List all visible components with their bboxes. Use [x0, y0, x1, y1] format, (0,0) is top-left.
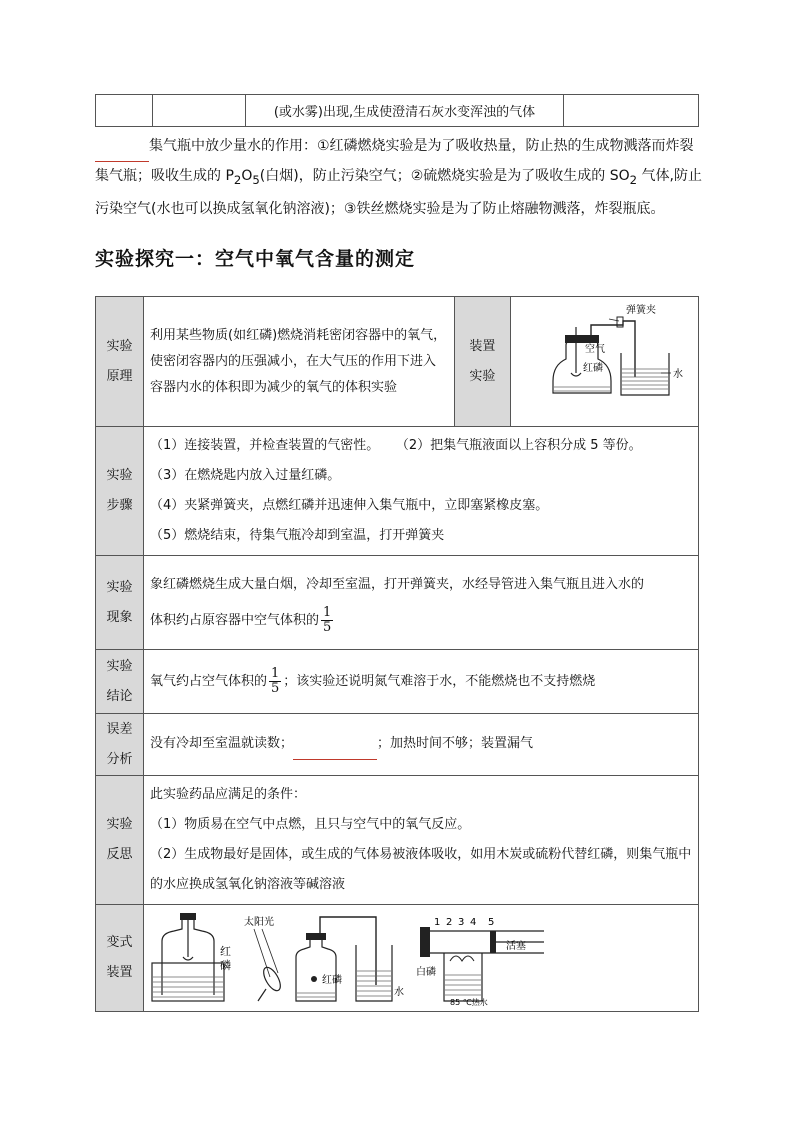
step-5: （5）燃烧结束，待集气瓶冷却到室温，打开弹簧夹 — [150, 528, 445, 543]
error-text-1: 没有冷却至室温就读数； — [150, 736, 294, 751]
label-phenomenon-1: 实验 — [106, 579, 133, 595]
lens-handle — [258, 989, 266, 1001]
stopper — [565, 335, 599, 343]
row-variant — [96, 905, 699, 1012]
label-steps-1: 实验 — [106, 468, 133, 483]
phenomenon-text — [144, 556, 699, 650]
phenomenon-text-2: 体积约占原容器中空气体积的 — [150, 612, 320, 628]
phenomenon-line-1: 象红磷燃烧生成大量白烟，冷却至室温，打开弹簧夹，水经导管进入集气瓶且进入水的 — [150, 576, 645, 592]
label-principle-2: 原理 — [106, 368, 133, 384]
conclusion-text-2: ；该实验还说明氮气难溶于水，不能燃烧也不支持燃烧 — [283, 673, 596, 689]
device-figure-cell — [510, 297, 698, 427]
principle-text: 利用某些物质(如红磷)燃烧消耗密闭容器中的氧气，使密闭容器内的压强减小，在大气压的作用下进入容器内水的体积即为减少的氧气的体积实验 — [144, 297, 455, 427]
label-error-1: 误差 — [106, 721, 133, 737]
variant-figure-1 — [152, 913, 231, 1001]
top-cell-1 — [96, 95, 153, 127]
variant-figures-cell — [144, 905, 699, 1012]
piston-label: 活塞 — [506, 941, 526, 952]
label-device-2: 实验 — [469, 368, 496, 384]
label-phenomenon-2: 现象 — [106, 609, 133, 625]
label-variant-2: 装置 — [106, 965, 133, 980]
note-sub-1: 2 — [233, 172, 242, 187]
reflection-line-1: （1）物质易在空气中点燃，且只与空气中的氧气反应。 — [150, 817, 471, 832]
note-text-1: 集气瓶中放少量水的作用：①红磷燃烧实验是为了吸收热量，防止热的生成物溅落而炸裂集气瓶；吸收生成的 P — [95, 138, 694, 184]
clamp-label: 弹簧夹 — [625, 305, 656, 316]
stopper-2 — [306, 933, 326, 940]
beaker-2 — [356, 945, 392, 1001]
variant-figure-3 — [416, 917, 544, 1007]
scale-4: 4 — [470, 917, 477, 928]
water-role-note — [95, 132, 705, 224]
label-variant — [96, 905, 144, 1012]
variant1-label-a: 红 — [220, 945, 231, 958]
fraction-one-fifth — [269, 667, 281, 696]
phosphorus-dot — [311, 976, 317, 982]
fill-blank[interactable] — [293, 729, 377, 760]
reflection-line-2: （2）生成物最好是固体，或生成的气体易被液体吸收，如用木炭或硫粉代替红磷，则集气瓶中的水应换成氢氧化钠溶液等碱溶液 — [150, 847, 692, 892]
label-error-2: 分析 — [106, 751, 133, 767]
top-cell-2 — [152, 95, 245, 127]
apparatus-diagram — [511, 297, 697, 422]
sunlight-label: 太阳光 — [244, 917, 274, 928]
step-1: （1）连接装置，并检查装置的气密性。 — [150, 438, 380, 453]
beaker2-water — [297, 971, 391, 997]
fraction-numerator: 1 — [271, 665, 280, 681]
variant2-water-label: 水 — [394, 987, 404, 998]
variant2-phosphorus-label: 红磷 — [322, 975, 342, 986]
fill-blank[interactable] — [95, 132, 149, 162]
phenomenon-line-2 — [150, 606, 692, 636]
step-line-1 — [150, 431, 692, 461]
top-cell-4 — [564, 95, 699, 127]
conclusion-text-1: 氧气约占空气体积的 — [150, 673, 268, 689]
label-principle — [96, 297, 144, 427]
steps-text — [144, 427, 699, 556]
note-text-2: O — [241, 168, 253, 184]
jar-stopper — [180, 913, 196, 920]
sun-ray-2 — [262, 929, 278, 973]
hot-water — [445, 975, 481, 995]
scale-3: 3 — [458, 917, 465, 928]
reflection-text — [144, 776, 699, 905]
scale-2: 2 — [446, 917, 453, 928]
flask-2 — [296, 939, 336, 1001]
section-heading: 实验探究一：空气中氧气含量的测定 — [95, 248, 416, 270]
trough-water — [153, 977, 223, 997]
error-text — [144, 714, 699, 776]
note-text-3: (白烟)，防止污染空气；②硫燃烧实验是为了吸收生成的 SO — [259, 168, 630, 184]
label-conclusion-1: 实验 — [106, 658, 133, 674]
step-3: （3）在燃烧匙内放入过量红磷。 — [150, 468, 341, 483]
conclusion-text — [144, 650, 699, 714]
reflection-line-0: 此实验药品应满足的条件： — [150, 787, 307, 802]
row-conclusion — [96, 650, 699, 714]
plunger — [490, 931, 496, 953]
note-text-4: 气体,防止污染空气(水也可以换成氢氧化钠溶液)；③铁丝燃烧实验是为了防止熔融物溅落，炸裂瓶底。 — [95, 168, 702, 217]
row-reflection — [96, 776, 699, 905]
step-4: （4）夹紧弹簧夹，点燃红磷并迅速伸入集气瓶中，立即塞紧橡皮塞。 — [150, 498, 549, 513]
label-conclusion-2: 结论 — [106, 688, 133, 704]
air-label: 空气 — [584, 344, 605, 355]
label-variant-1: 变式 — [106, 935, 133, 950]
fraction-denominator: 5 — [271, 680, 280, 696]
row-error — [96, 714, 699, 776]
label-device — [455, 297, 510, 427]
variant1-label-b: 磷 — [220, 959, 231, 972]
label-device-1: 装置 — [469, 338, 496, 354]
experiment-table — [95, 296, 699, 1012]
row-phenomenon — [96, 556, 699, 650]
fraction-denominator: 5 — [323, 619, 332, 635]
jar-spoon — [183, 957, 193, 960]
label-steps-2: 步骤 — [106, 498, 133, 513]
label-phenomenon — [96, 556, 144, 650]
error-text-2: ；加热时间不够；装置漏气 — [377, 736, 534, 751]
top-cell-text: (或水雾)出现,生成使澄清石灰水变浑浊的气体 — [245, 95, 563, 127]
label-principle-1: 实验 — [106, 338, 133, 354]
label-reflection-2: 反思 — [106, 847, 133, 862]
label-reflection — [96, 776, 144, 905]
label-conclusion — [96, 650, 144, 714]
row-steps — [96, 427, 699, 556]
label-error — [96, 714, 144, 776]
syringe-end — [420, 927, 430, 957]
scale-1: 1 — [434, 917, 441, 928]
note-sub-2: 5 — [252, 172, 260, 187]
steam — [450, 956, 474, 961]
variant-figure-2 — [244, 915, 404, 1001]
variant-apparatus-diagrams — [144, 905, 698, 1007]
water-label: 水 — [672, 369, 683, 380]
fraction-one-fifth — [321, 606, 333, 635]
sun-ray-1 — [254, 929, 270, 977]
note-sub-3: 2 — [629, 172, 638, 187]
fraction-numerator: 1 — [323, 604, 332, 620]
top-table — [95, 94, 699, 127]
scale-5: 5 — [488, 917, 495, 928]
white-phosphorus-label: 白磷 — [416, 967, 436, 978]
hot-water-label: 85 ℃热水 — [450, 998, 488, 1007]
spoon — [571, 373, 581, 376]
phosphorus-label: 红磷 — [582, 363, 603, 374]
row-principle — [96, 297, 699, 427]
label-steps — [96, 427, 144, 556]
step-2: （2）把集气瓶液面以上容积分成 5 等份。 — [395, 438, 642, 453]
label-reflection-1: 实验 — [106, 817, 133, 832]
lens — [260, 965, 283, 994]
